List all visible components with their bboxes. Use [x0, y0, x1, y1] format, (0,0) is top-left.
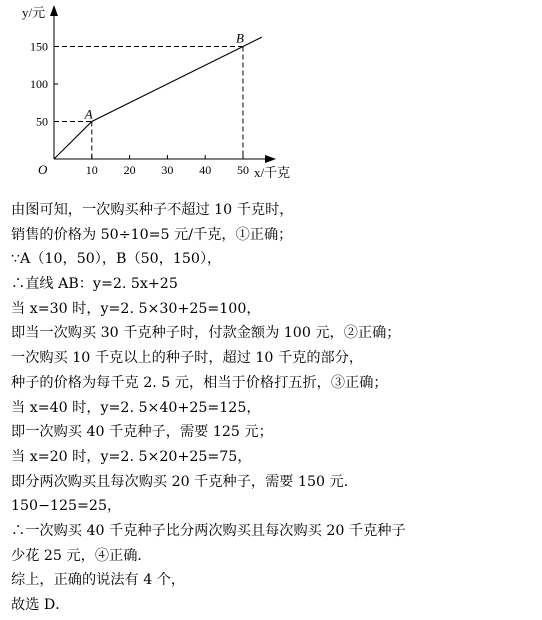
y-tick-label: 150 [30, 39, 48, 54]
solution-line: 故选 D． [11, 597, 70, 613]
point-label-a: A [84, 106, 93, 122]
function-graph [0, 0, 300, 190]
x-axis-title: x/千克 [254, 165, 291, 180]
solution-line: 即一次购买 40 千克种子，需要 125 元； [11, 424, 273, 441]
solution-text [11, 198, 536, 618]
x-tick-label: 30 [161, 163, 174, 177]
solution-line: 种子的价格为每千克 2. 5 元，相当于价格打五折，③正确； [11, 374, 388, 391]
solution-line: 150−125=25， [11, 498, 122, 515]
x-tick-label: 20 [123, 163, 136, 177]
price-line [54, 37, 262, 159]
solution-line: 一次购买 10 千克以上的种子时，超过 10 千克的部分， [11, 350, 364, 367]
y-axis-title: y/元 [22, 5, 46, 20]
solution-line: ∵A（10，50），B（50，150）， [11, 251, 222, 268]
x-axis-arrow [265, 155, 276, 163]
solution-line: 当 x=20 时，y=2. 5×20+25=75， [11, 448, 252, 465]
solution-line: 即分两次购买且每次购买 20 千克种子，需要 150 元． [11, 473, 358, 490]
solution-line: 当 x=30 时，y=2. 5×30+25=100， [11, 300, 261, 317]
solution-line: 即当一次购买 30 千克种子时，付款金额为 100 元，②正确； [11, 325, 401, 342]
solution-line: 由图可知，一次购买种子不超过 10 千克时， [11, 202, 294, 218]
x-tick-label: 40 [199, 163, 212, 177]
x-tick-label: 50 [237, 163, 249, 177]
y-tick-label: 50 [36, 114, 48, 129]
solution-line: 当 x=40 时，y=2. 5×40+25=125， [11, 399, 261, 416]
solution-line: 综上，正确的说法有 4 个， [11, 572, 186, 589]
solution-line: 销售的价格为 50÷10=5 元/千克，①正确； [11, 226, 293, 243]
solution-line: 少花 25 元，④正确． [11, 547, 152, 564]
solution-line: ∴一次购买 40 千克种子比分两次购买且每次购买 20 千克种子 [11, 522, 406, 539]
solution-line: ∴直线 AB：y=2. 5x+25 [11, 276, 178, 293]
point-label-b: B [236, 30, 244, 46]
x-tick-label: 10 [85, 163, 98, 177]
origin-label: O [38, 162, 48, 177]
y-axis-arrow [50, 5, 58, 16]
y-tick-label: 100 [30, 77, 48, 91]
